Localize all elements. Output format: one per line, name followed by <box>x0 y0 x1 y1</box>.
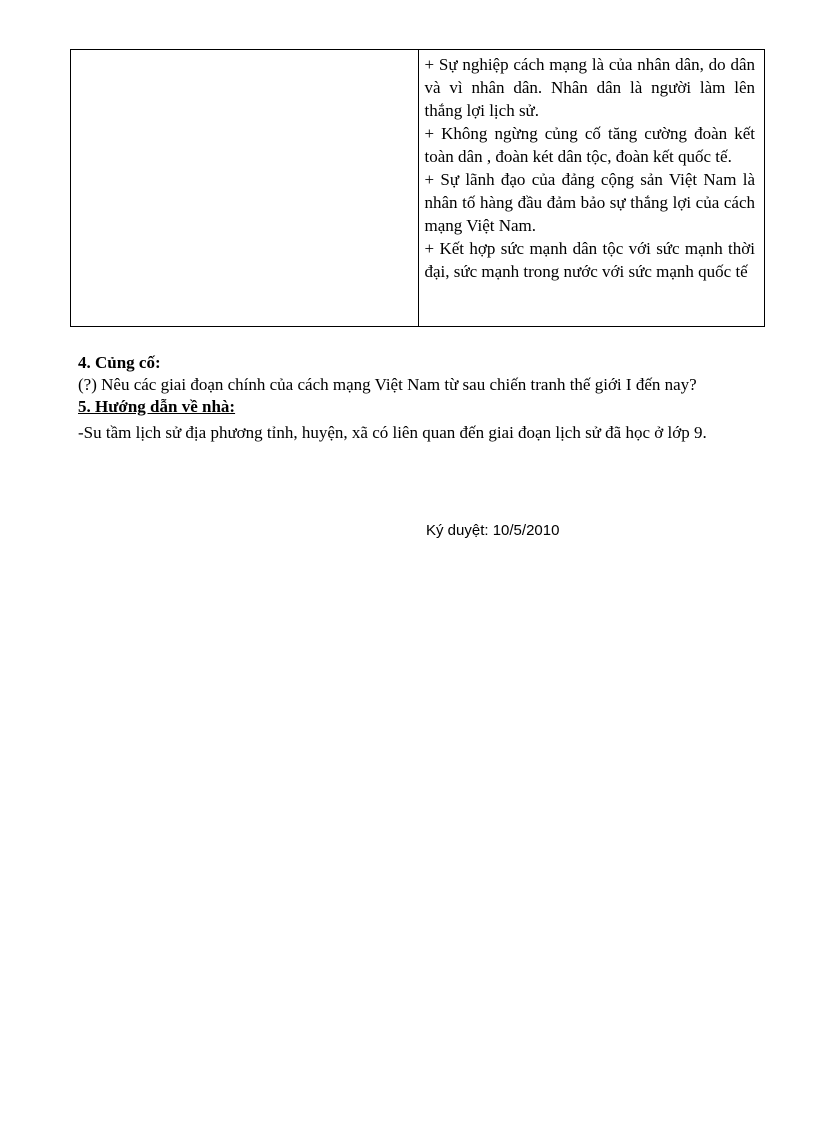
review-question: (?) Nêu các giai đoạn chính của cách mạng Việt Nam từ sau chiến tranh thế giới I đến nay? <box>78 375 697 394</box>
section-4-heading: 4. Củng cố: <box>78 353 161 372</box>
lesson-point-1: + Sự nghiệp cách mạng là của nhân dân, do dân và vì nhân dân. Nhân dân là người làm lên thắng lợi lịch sử. <box>424 55 755 120</box>
lesson-point-2: + Không ngừng củng cố tăng cường đoàn kết toàn dân , đoàn két dân tộc, đoàn kết quốc tế. <box>424 124 755 166</box>
lesson-point-4: + Kết hợp sức mạnh dân tộc với sức mạnh thời đại, sức mạnh trong nước với sức mạnh quốc tế <box>424 239 755 281</box>
section-5-heading: 5. Hướng dẫn về nhà: <box>78 397 236 416</box>
content-table <box>70 49 765 327</box>
table-cell-left <box>71 50 419 327</box>
table-cell-right <box>418 50 765 327</box>
approval-signature: Ký duyệt: 10/5/2010 <box>426 522 560 539</box>
table-row <box>71 50 765 327</box>
homework-text: -Su tầm lịch sử địa phương tỉnh, huyện, xã có liên quan đến giai đoạn lịch sử đã học ở lớp 9. <box>78 423 707 442</box>
lesson-point-3: + Sự lãnh đạo của đảng cộng sản Việt Nam là nhân tố hàng đầu đảm bảo sự thắng lợi của cách mạng Việt Nam. <box>424 170 755 235</box>
